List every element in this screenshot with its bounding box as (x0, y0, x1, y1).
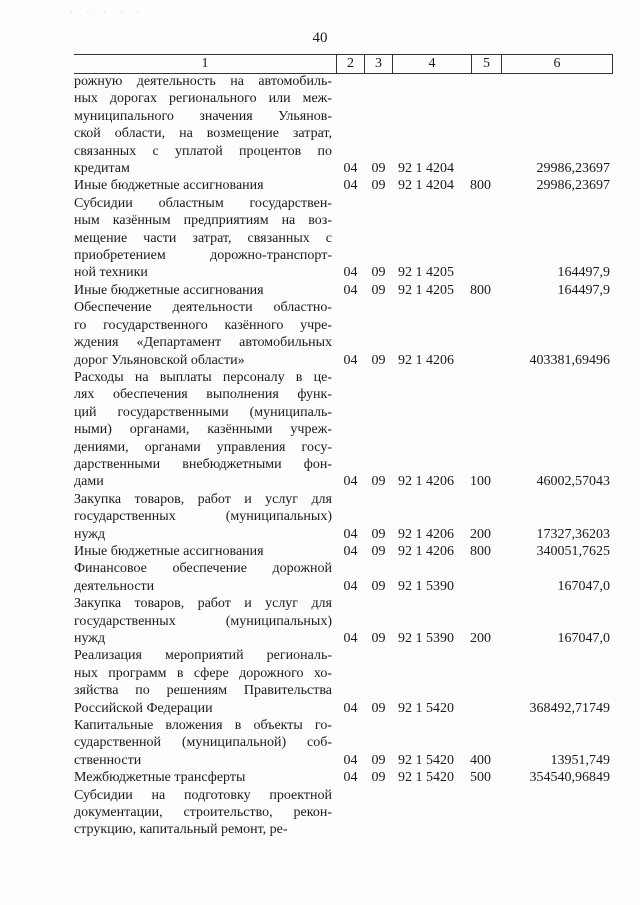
section-code: 04 (343, 578, 358, 594)
row-codes (0, 352, 640, 369)
subsection-code: 09 (371, 543, 386, 559)
section-code: 04 (343, 161, 358, 177)
target-article-code: 92 1 5420 (398, 700, 454, 716)
column-header-5: 5 (471, 55, 501, 73)
section-code: 04 (343, 474, 358, 490)
description-line: дарственными внебюджетными фон- (74, 456, 332, 472)
description-line: го государственного казённого учре- (74, 317, 332, 333)
amount: 29986,23697 (536, 161, 610, 177)
description-line: рожную деятельность на автомобиль- (74, 74, 332, 89)
table-row (0, 73, 640, 177)
description-line: лях обеспечения выполнения функ- (74, 387, 332, 403)
table-body (0, 73, 640, 839)
description-line: Закупка товаров, работ и услуг для (74, 596, 332, 612)
subsection-code: 09 (371, 770, 386, 786)
description-line: кредитам (74, 161, 130, 177)
row-codes (0, 282, 640, 299)
amount: 167047,0 (557, 578, 610, 594)
description-line: ных дорогах регионального или меж- (74, 91, 332, 107)
subsection-code: 09 (371, 178, 386, 194)
row-codes (0, 578, 640, 595)
table-row (0, 717, 640, 769)
description-line: государственных (муниципальных) (74, 613, 332, 629)
row-codes (0, 769, 640, 786)
section-code: 04 (343, 752, 358, 768)
row-codes (0, 630, 640, 647)
expense-type-code: 100 (470, 474, 491, 490)
expense-type-code: 800 (470, 282, 491, 298)
description-line: дорог Ульяновской области» (74, 352, 245, 368)
table-row (0, 647, 640, 717)
description-line: ждения «Департамент автомобильных (74, 335, 332, 351)
description-line: Субсидии областным государствен- (74, 195, 332, 211)
table-row (0, 195, 640, 282)
description-line: струкцию, капитальный ремонт, ре- (74, 822, 288, 838)
target-article-code: 92 1 4206 (398, 526, 454, 542)
subsection-code: 09 (371, 526, 386, 542)
subsection-code: 09 (371, 352, 386, 368)
description-line: ственности (74, 752, 142, 768)
description-line: ций государственными (муниципаль- (74, 404, 332, 420)
description-line: зяйства по решениям Правительства (74, 683, 332, 699)
description-line: мещение части затрат, связанных с (74, 230, 332, 246)
target-article-code: 92 1 5420 (398, 770, 454, 786)
row-codes (0, 177, 640, 194)
amount: 46002,57043 (536, 474, 610, 490)
subsection-code: 09 (371, 265, 386, 281)
description-line: сударственной (муниципальной) соб- (74, 735, 332, 751)
subsection-code: 09 (371, 282, 386, 298)
description-line: приобретением дорожно-транспорт- (74, 248, 332, 264)
subsection-code: 09 (371, 578, 386, 594)
row-codes (0, 264, 640, 281)
expense-type-code: 800 (470, 178, 491, 194)
target-article-code: 92 1 5390 (398, 631, 454, 647)
description-line: дами (74, 474, 104, 490)
row-codes (0, 752, 640, 769)
description-line: Расходы на выплаты персоналу в це- (74, 369, 332, 385)
amount: 354540,96849 (529, 770, 610, 786)
description-line: Иные бюджетные ассигнования (74, 282, 264, 298)
expense-type-code: 200 (470, 631, 491, 647)
subsection-code: 09 (371, 631, 386, 647)
description-line: Иные бюджетные ассигнования (74, 543, 264, 559)
subsection-code: 09 (371, 161, 386, 177)
table-row (0, 299, 640, 369)
description-line: нужд (74, 631, 106, 646)
section-code: 04 (343, 282, 358, 298)
description-line: Субсидии на подготовку проектной (74, 787, 332, 803)
subsection-code: 09 (371, 752, 386, 768)
target-article-code: 92 1 5390 (398, 578, 454, 594)
description-line: Капитальные вложения в объекты го- (74, 718, 332, 734)
description-line: Закупка товаров, работ и услуг для (74, 491, 332, 507)
section-code: 04 (343, 543, 358, 559)
target-article-code: 92 1 4205 (398, 282, 454, 298)
subsection-code: 09 (371, 474, 386, 490)
table-row (0, 282, 640, 299)
amount: 340051,7625 (536, 543, 610, 559)
table-row (0, 369, 640, 491)
section-code: 04 (343, 770, 358, 786)
amount: 29986,23697 (536, 178, 610, 194)
description-line: нужд (74, 526, 106, 542)
amount: 13951,749 (550, 752, 610, 768)
expense-type-code: 500 (470, 770, 491, 786)
description-line: муниципального значения Ульянов- (74, 108, 332, 124)
row-codes (0, 821, 640, 838)
description-line: ными) органами, казёнными учреж- (74, 422, 332, 438)
description-line: связанных с уплатой процентов по (74, 143, 332, 159)
section-code: 04 (343, 265, 358, 281)
scan-artifact: · · · · · (70, 8, 146, 17)
amount: 17327,36203 (536, 526, 610, 542)
target-article-code: 92 1 4206 (398, 352, 454, 368)
column-header-2: 2 (336, 55, 364, 73)
description-line: Финансовое обеспечение дорожной (74, 561, 332, 577)
description-line: ных программ в сфере дорожного хо- (74, 665, 332, 681)
amount: 164497,9 (557, 265, 610, 281)
table-row (0, 177, 640, 194)
column-header-1: 1 (201, 56, 209, 71)
amount: 403381,69496 (529, 352, 610, 368)
description-line: ской области, на возмещение затрат, (74, 126, 332, 142)
target-article-code: 92 1 4204 (398, 178, 454, 194)
section-code: 04 (343, 700, 358, 716)
description-line: Межбюджетные трансферты (74, 770, 246, 786)
table-row (0, 595, 640, 647)
table-row (0, 787, 640, 839)
section-code: 04 (343, 178, 358, 194)
page-number: 40 (312, 30, 328, 46)
row-codes (0, 526, 640, 543)
description-line: Российской Федерации (74, 700, 213, 716)
table-row (0, 491, 640, 543)
expense-type-code: 200 (470, 526, 491, 542)
row-codes (0, 160, 640, 177)
description-line: государственных (муниципальных) (74, 509, 332, 525)
description-line: Иные бюджетные ассигнования (74, 178, 264, 194)
column-header-3: 3 (364, 55, 392, 73)
description-line: деятельности (74, 578, 155, 594)
expense-type-code: 400 (470, 752, 491, 768)
description-line: Обеспечение деятельности областно- (74, 300, 332, 316)
target-article-code: 92 1 5420 (398, 752, 454, 768)
amount: 368492,71749 (529, 700, 610, 716)
target-article-code: 92 1 4204 (398, 161, 454, 177)
description-line: ным казённым предприятиям на воз- (74, 213, 332, 229)
table-row (0, 560, 640, 595)
subsection-code: 09 (371, 700, 386, 716)
table-row (0, 543, 640, 560)
section-code: 04 (343, 526, 358, 542)
target-article-code: 92 1 4206 (398, 543, 454, 559)
amount: 164497,9 (557, 282, 610, 298)
row-codes (0, 700, 640, 717)
row-codes (0, 543, 640, 560)
row-codes (0, 473, 640, 490)
target-article-code: 92 1 4206 (398, 474, 454, 490)
table-header (74, 54, 613, 74)
target-article-code: 92 1 4205 (398, 265, 454, 281)
description-line: Реализация мероприятий региональ- (74, 648, 332, 664)
section-code: 04 (343, 352, 358, 368)
description-line: дениями, органами управления госу- (74, 439, 332, 455)
expense-type-code: 800 (470, 543, 491, 559)
table-row (0, 769, 640, 786)
section-code: 04 (343, 631, 358, 647)
column-header-6: 6 (501, 55, 613, 73)
description-line: документации, строительство, рекон- (74, 805, 332, 821)
amount: 167047,0 (557, 631, 610, 647)
column-header-4: 4 (392, 55, 471, 73)
description-line: ной техники (74, 265, 148, 281)
